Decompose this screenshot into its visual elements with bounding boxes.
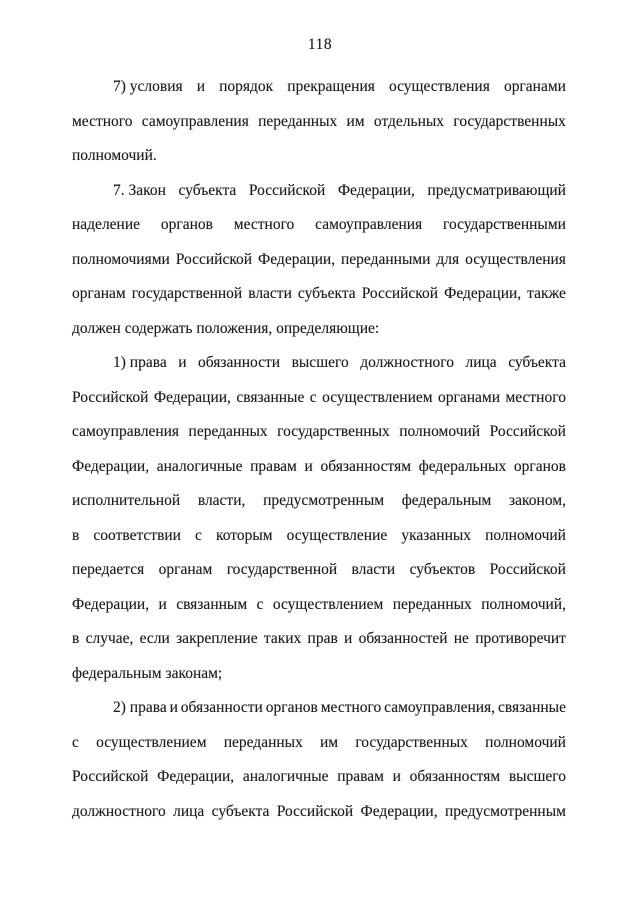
text-line: полномочиями Российской Федерации, переданными для осуществления	[72, 250, 566, 268]
text-line: Федерации, аналогичные правам и обязанностям федеральных органов	[72, 457, 566, 475]
text-line: местного самоуправления переданных им отдельных государственных	[72, 112, 566, 130]
text-line: с осуществлением переданных им государственных полномочий	[72, 733, 566, 751]
text-line: должен содержать положения, определяющие:	[72, 319, 380, 337]
text-line: должностного лица субъекта Российской Федерации, предусмотренным	[72, 802, 566, 820]
text-line: органам государственной власти субъекта Российской Федерации, также	[72, 285, 566, 302]
page-number: 118	[307, 36, 333, 53]
text-line: 7. Закон субъекта Российской Федерации, предусматривающий	[113, 181, 566, 199]
text-line: Федерации, и связанным с осуществлением переданных полномочий,	[72, 595, 566, 613]
text-line: исполнительной власти, предусмотренным федеральным законом,	[72, 492, 566, 509]
text-line: самоуправления переданных государственных полномочий Российской	[72, 423, 566, 440]
text-line: передается органам государственной власти субъектов Российской	[72, 561, 566, 578]
text-line: федеральным законам;	[72, 664, 223, 682]
text-line: в случае, если закрепление таких прав и обязанностей не противоречит	[72, 630, 566, 647]
text-line: 7) условия и порядок прекращения осуществления органами	[113, 78, 566, 95]
text-line: 2) права и обязанности органов местного самоуправления, связанные	[113, 699, 566, 716]
page-body	[72, 70, 566, 829]
text-line: Российской Федерации, аналогичные правам и обязанностям высшего	[72, 768, 566, 785]
text-line: 1) права и обязанности высшего должностного лица субъекта	[113, 354, 566, 371]
text-line: Российской Федерации, связанные с осуществлением органами местного	[72, 388, 566, 406]
text-line: наделение органов местного самоуправления государственными	[72, 216, 566, 233]
text-line: полномочий.	[72, 147, 157, 164]
text-line: в соответствии с которым осуществление указанных полномочий	[72, 526, 566, 544]
